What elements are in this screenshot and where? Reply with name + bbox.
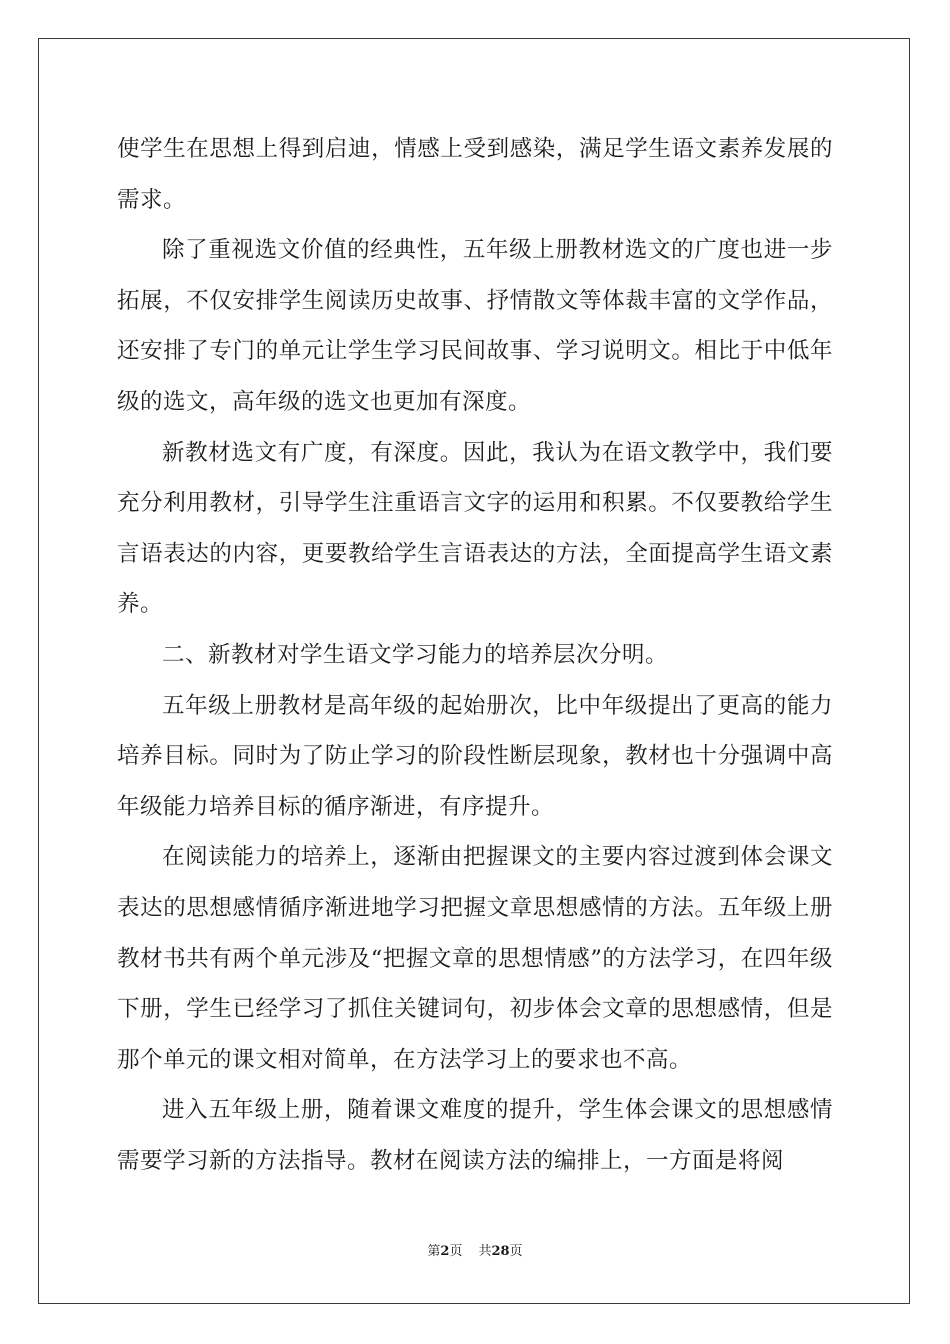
total-suffix: 页 <box>509 1244 523 1259</box>
paragraph: 使学生在思想上得到启迪，情感上受到感染，满足学生语文素养发展的需求。 <box>117 136 833 213</box>
paragraph: 除了重视选文价值的经典性，五年级上册教材选文的广度也进一步拓展，不仅安排学生阅读历史故事、抒情散文等体裁丰富的文学作品，还安排了专门的单元让学生学习民间故事、学习说明文。相比于中低年级的选文，高年级的选文也更加有深度。 <box>117 237 833 415</box>
page-label <box>427 1244 462 1259</box>
page-number: 2 <box>440 1244 450 1259</box>
total-prefix: 共 <box>478 1244 492 1259</box>
page-footer <box>0 1240 950 1259</box>
total-label <box>478 1244 522 1259</box>
section-heading: 二、新教材对学生语文学习能力的培养层次分明。 <box>162 641 669 668</box>
paragraph: 五年级上册教材是高年级的起始册次，比中年级提出了更高的能力培养目标。同时为了防止学习的阶段性断层现象，教材也十分强调中高年级能力培养目标的循序渐进，有序提升。 <box>117 692 833 820</box>
paragraph: 在阅读能力的培养上，逐渐由把握课文的主要内容过渡到体会课文表达的思想感情循序渐进地学习把握文章思想感情的方法。五年级上册教材书共有两个单元涉及“把握文章的思想情感”的方法学习，在四年级下册，学生已经学习了抓住关键词句，初步体会文章的思想感情，但是那个单元的课文相对简单，在方法学习上的要求也不高。 <box>117 844 833 1073</box>
page-prefix: 第 <box>427 1244 441 1259</box>
page-suffix: 页 <box>449 1244 463 1259</box>
paragraph: 进入五年级上册，随着课文难度的提升，学生体会课文的思想感情需要学习新的方法指导。教材在阅读方法的编排上，一方面是将阅 <box>117 1097 833 1174</box>
paragraph: 新教材选文有广度，有深度。因此，我认为在语文教学中，我们要充分利用教材，引导学生注重语言文字的运用和积累。不仅要教给学生言语表达的内容，更要教给学生言语表达的方法，全面提高学生语文素养。 <box>117 439 833 618</box>
document-body <box>117 124 833 1186</box>
total-pages: 28 <box>491 1244 510 1259</box>
